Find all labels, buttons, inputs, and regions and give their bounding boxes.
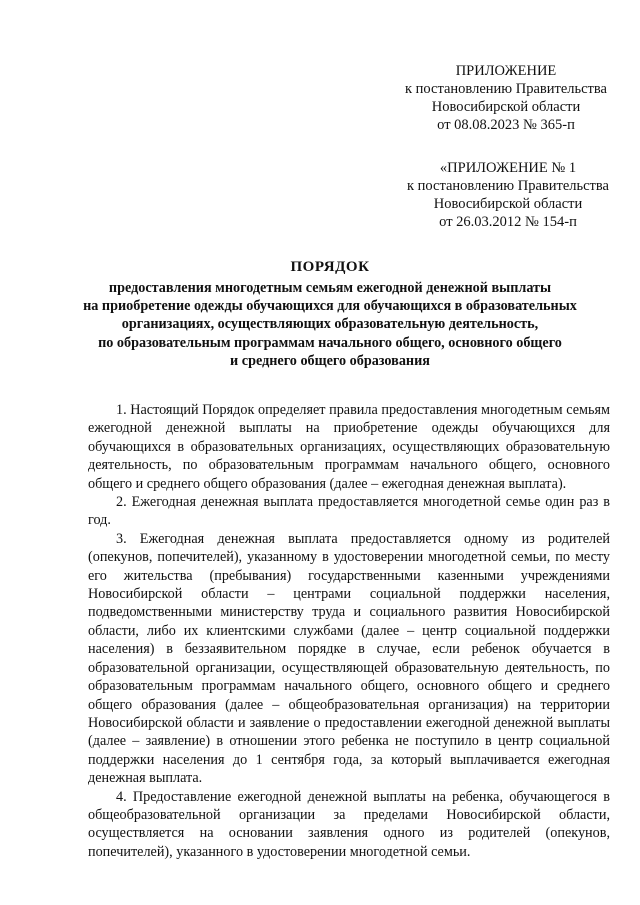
appendix-line: ПРИЛОЖЕНИЕ (455, 63, 557, 79)
appendix-line: к постановлению Правительства (407, 178, 609, 194)
paragraph-1: 1. Настоящий Порядок определяет правила предоставления многодетным семьям ежегодной денежной выплаты на приобретение одежды обучающихся для обучающихся в образовательных организациях, осуществляющих образовательную деятельность, по образовательным программам начального общего, основного общего и среднего общего образования (далее – ежегодная денежная выплата). (88, 402, 610, 492)
appendix-line: к постановлению Правительства (405, 81, 607, 97)
appendix-line: «ПРИЛОЖЕНИЕ № 1 (439, 160, 577, 176)
document-subtitle (60, 279, 600, 370)
subtitle-line: предоставления многодетным семьям ежегодной денежной выплаты (108, 280, 552, 296)
paragraph-4: 4. Предоставление ежегодной денежной выплаты на ребенка, обучающегося в общеобразовательной организации за пределами Новосибирской области, осуществляется на основании заявления одного из родителей (опекунов, попечителей), указанного в удостоверении многодетной семьи. (88, 788, 610, 860)
subtitle-line: на приобретение одежды обучающихся для обучающихся в образовательных (83, 298, 577, 315)
appendix-line: от 08.08.2023 № 365-п (437, 117, 575, 133)
document-body (88, 401, 610, 861)
appendix-header-original (388, 159, 628, 231)
appendix-line: Новосибирской области (433, 196, 583, 212)
subtitle-line: и среднего общего образования (230, 352, 430, 369)
appendix-header-current (386, 62, 626, 134)
appendix-line: от 26.03.2012 № 154-п (439, 214, 577, 230)
paragraph-2: 2. Ежегодная денежная выплата предоставляется многодетной семье один раз в год. (88, 494, 610, 529)
appendix-line: Новосибирской области (431, 99, 581, 115)
subtitle-line: по образовательным программам начального общего, основного общего (98, 334, 562, 351)
subtitle-line: организациях, осуществляющих образовательную деятельность, (121, 316, 539, 333)
paragraph-3: 3. Ежегодная денежная выплата предоставляется одному из родителей (опекунов, попечителей), указанному в удостоверении многодетной семьи, по месту его жительства (пребывания) государственными казенными учреждениями Новосибирской области – центрами социальной поддержки населения, подведомственными министерству труда и социального развития Новосибирской области, либо их клиентскими службами (далее – центр социальной поддержки населения) в беззаявительном порядке в случае, если ребенок обучается в образовательной организации, осуществляющей образовательную деятельность, по образовательным программам начального общего, основного общего и среднего общего образования (далее – общеобразовательная организация) на территории Новосибирской области и заявление о предоставлении ежегодной денежной выплаты (далее – заявление) в отношении этого ребенка не поступило в центр социальной поддержки населения до 1 сентября года, за который выплачивается ежегодная денежная выплата. (88, 530, 610, 787)
document-heading: ПОРЯДОК (290, 259, 370, 275)
document-title-block (60, 258, 600, 370)
